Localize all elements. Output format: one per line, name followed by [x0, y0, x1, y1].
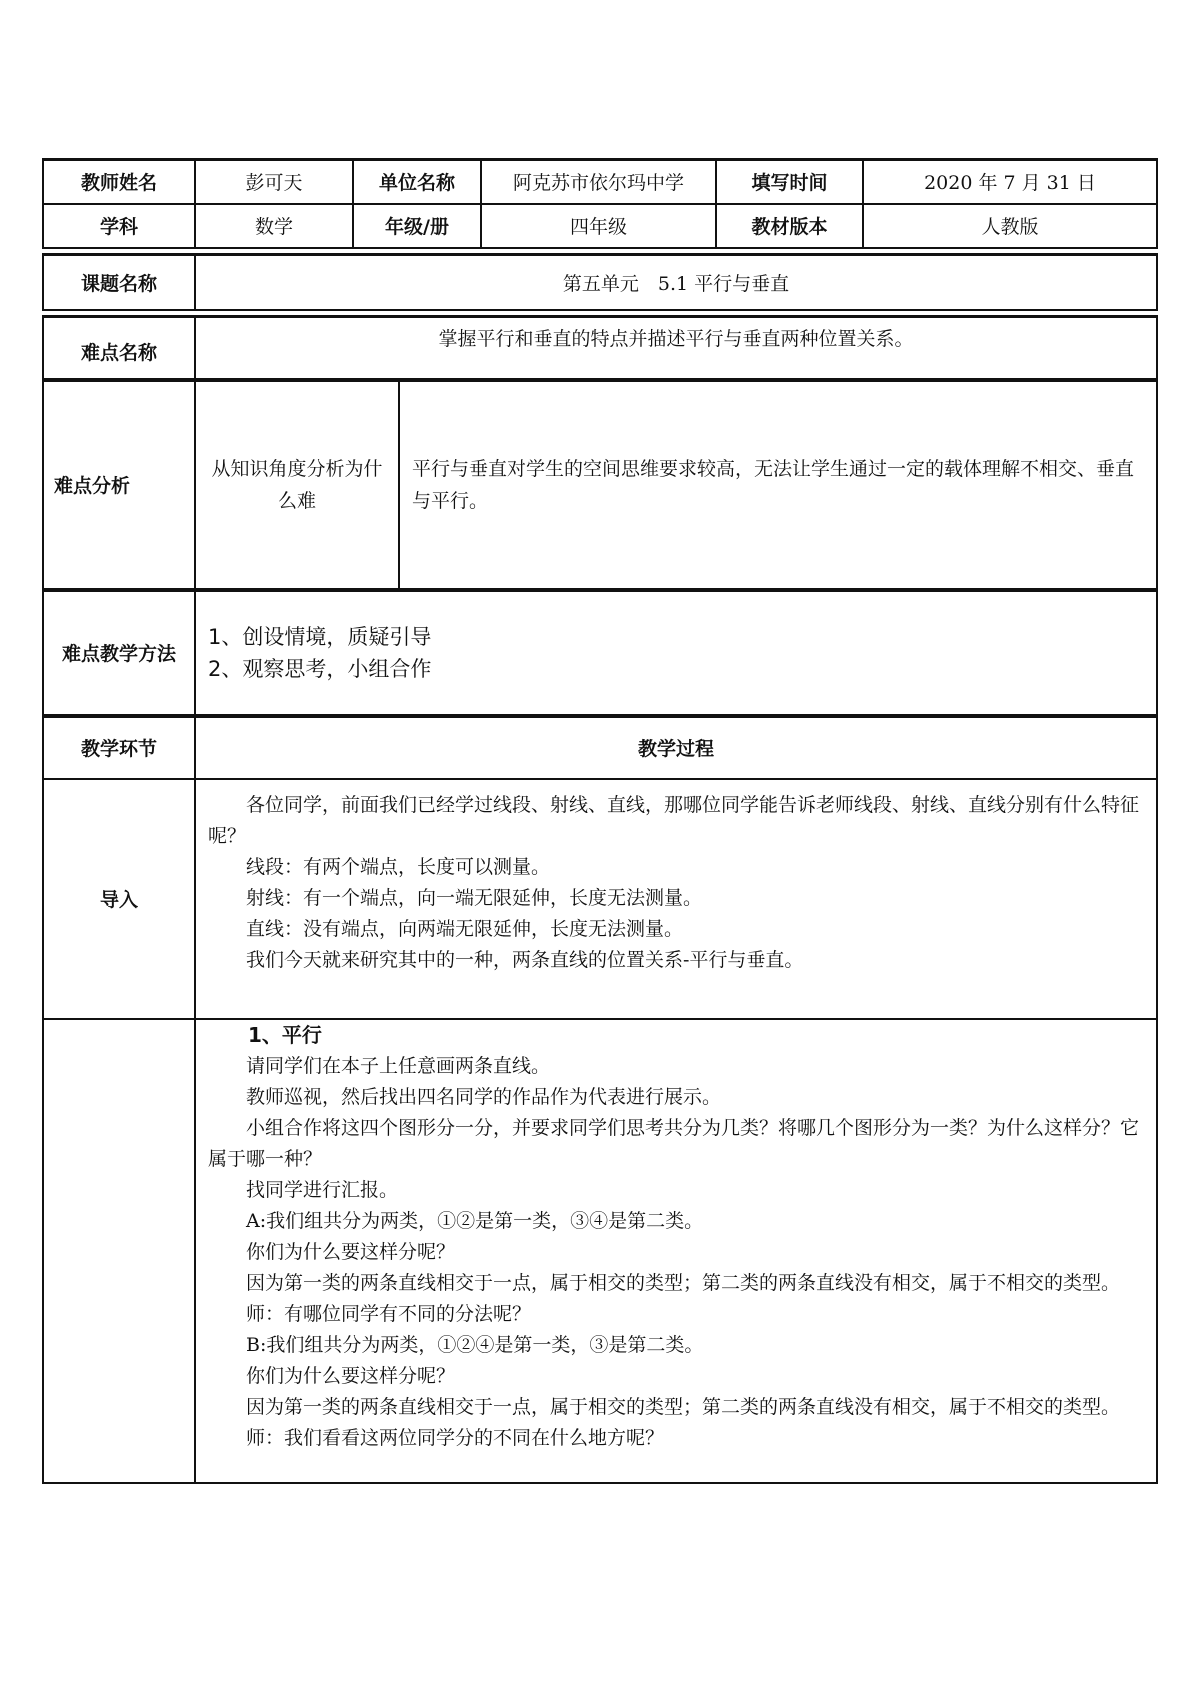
unit-label: 单位名称 — [353, 160, 481, 204]
date-label: 填写时间 — [716, 160, 863, 204]
intro-paragraph: 线段：有两个端点，长度可以测量。 — [246, 855, 551, 878]
body-paragraph: A:我们组共分为两类，①②是第一类，③④是第二类。 — [246, 1209, 704, 1232]
date-value: 2020 年 7 月 31 日 — [863, 160, 1157, 204]
subject-value: 数学 — [195, 204, 353, 248]
difficulty-value: 掌握平行和垂直的特点并描述平行与垂直两种位置关系。 — [195, 317, 1157, 379]
grade-label: 年级/册 — [353, 204, 481, 248]
body-heading: 1、平行 — [248, 1022, 322, 1047]
body-paragraph: 因为第一类的两条直线相交于一点，属于相交的类型；第二类的两条直线没有相交，属于不相交的类型。 — [246, 1271, 1121, 1294]
body-paragraph: 师：有哪位同学有不同的分法呢？ — [246, 1302, 532, 1325]
body-paragraph: 因为第一类的两条直线相交于一点，属于相交的类型；第二类的两条直线没有相交，属于不相交的类型。 — [246, 1395, 1121, 1418]
intro-paragraph: 我们今天就来研究其中的一种，两条直线的位置关系-平行与垂直。 — [246, 948, 804, 971]
intro-paragraph: 直线：没有端点，向两端无限延伸，长度无法测量。 — [246, 917, 684, 940]
intro-label: 导入 — [43, 779, 195, 1019]
unit-value: 阿克苏市依尔玛中学 — [481, 160, 716, 204]
body-content — [195, 1019, 1157, 1483]
body-paragraph: 你们为什么要这样分呢？ — [246, 1240, 456, 1263]
edition-label: 教材版本 — [716, 204, 863, 248]
intro-content — [195, 779, 1157, 1019]
method-item: 1、创设情境，质疑引导 — [208, 624, 432, 649]
topic-label: 课题名称 — [43, 254, 195, 310]
teacher-label: 教师姓名 — [43, 160, 195, 204]
body-paragraph: 小组合作将这四个图形分一分，并要求同学们思考共分为几类？将哪几个图形分为一类？为什么这样分？它属于哪一种？ — [208, 1116, 1140, 1170]
info-table — [42, 158, 1158, 249]
analysis-label: 难点分析 — [43, 381, 195, 589]
body-paragraph: 你们为什么要这样分呢？ — [246, 1364, 456, 1387]
analysis-table — [42, 380, 1158, 590]
body-paragraph: 教师巡视，然后找出四名同学的作品作为代表进行展示。 — [246, 1085, 722, 1108]
edition-value: 人教版 — [863, 204, 1157, 248]
subject-label: 学科 — [43, 204, 195, 248]
analysis-value: 平行与垂直对学生的空间思维要求较高，无法让学生通过一定的载体理解不相交、垂直与平行。 — [399, 381, 1157, 589]
method-label: 难点教学方法 — [43, 591, 195, 715]
lesson-plan-document — [42, 158, 1156, 1484]
teacher-value: 彭可天 — [195, 160, 353, 204]
body-paragraph: 找同学进行汇报。 — [246, 1178, 399, 1201]
difficulty-table — [42, 315, 1158, 380]
process-header: 教学过程 — [195, 717, 1157, 779]
intro-paragraph: 射线：有一个端点，向一端无限延伸，长度无法测量。 — [246, 886, 703, 909]
topic-table — [42, 253, 1158, 312]
method-item: 2、观察思考，小组合作 — [208, 656, 432, 681]
body-paragraph: 师：我们看看这两位同学分的不同在什么地方呢？ — [246, 1426, 665, 1449]
topic-value: 第五单元 5.1 平行与垂直 — [195, 254, 1157, 310]
body-paragraph: 请同学们在本子上任意画两条直线。 — [246, 1054, 551, 1077]
intro-paragraph: 各位同学，前面我们已经学过线段、射线、直线，那哪位同学能告诉老师线段、射线、直线分别有什么特征呢？ — [208, 793, 1140, 847]
difficulty-label: 难点名称 — [43, 317, 195, 379]
process-table — [42, 716, 1158, 1484]
stage-header: 教学环节 — [43, 717, 195, 779]
body-stage-empty — [43, 1019, 195, 1483]
method-value — [195, 591, 1157, 715]
analysis-sub-label: 从知识角度分析为什么难 — [195, 381, 399, 589]
grade-value: 四年级 — [481, 204, 716, 248]
body-paragraph: B:我们组共分为两类，①②④是第一类，③是第二类。 — [246, 1333, 704, 1356]
method-table — [42, 590, 1158, 716]
